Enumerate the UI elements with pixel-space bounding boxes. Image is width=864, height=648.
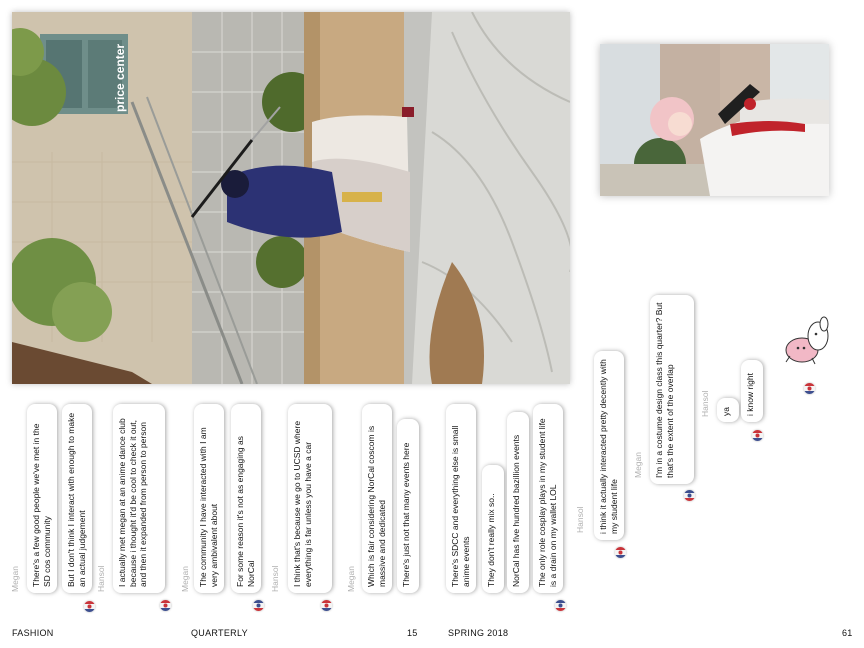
speaker-label-hansol: Hansol bbox=[96, 565, 106, 592]
cosplay-photo-main bbox=[12, 12, 570, 384]
chat-message: There's just not that many events here bbox=[397, 419, 419, 593]
footer-title-left: QUARTERLY bbox=[191, 628, 248, 638]
chat-message: There's SDCC and everything else is small anime events bbox=[446, 404, 476, 593]
chat-message: They don't really mix so.. bbox=[482, 465, 504, 593]
avatar-hansol bbox=[321, 600, 332, 611]
avatar-hansol bbox=[804, 383, 815, 394]
footer-section-left: FASHION bbox=[12, 628, 54, 638]
speaker-label-hansol: Hansol bbox=[575, 506, 585, 533]
chat-message: The community I have interacted with I am very ambivalent about bbox=[194, 404, 224, 593]
chat-message: There's a few good people we've met in the SD cos community bbox=[27, 404, 57, 593]
chat-message: Which is fair considering NorCal coscom is massive and dedicated bbox=[362, 404, 392, 593]
speaker-label-hansol: Hansol bbox=[700, 390, 710, 417]
avatar-megan bbox=[253, 600, 264, 611]
avatar-hansol bbox=[84, 601, 95, 612]
chat-message: But I don't think I interact with enough to make an actual judgement bbox=[62, 404, 92, 593]
chat-message: i know right bbox=[741, 360, 763, 422]
speaker-label-megan: Megan bbox=[180, 566, 190, 592]
footer-section-right: SPRING 2018 bbox=[448, 628, 509, 638]
chat-message: For some reason it's not as engaging as NorCal bbox=[231, 404, 261, 593]
chat-message: I think that's because we go to UCSD where everything is far unless you have a car bbox=[288, 404, 332, 593]
avatar-megan bbox=[684, 490, 695, 501]
cosplay-photo-secondary bbox=[600, 44, 829, 196]
avatar-hansol bbox=[160, 600, 171, 611]
speaker-label-megan: Megan bbox=[10, 566, 20, 592]
chat-message: I'm in a costume design class this quarter? But that's the extent of the overlap bbox=[650, 295, 694, 484]
chat-message: i think it actually interacted pretty decently with my student life bbox=[594, 351, 624, 540]
chat-message: I actually met megan at an anime dance club because i thought it'd be cool to check it out, and then it expanded from person to person bbox=[113, 404, 165, 593]
speaker-label-hansol: Hansol bbox=[270, 565, 280, 592]
storefront-sign: price center bbox=[113, 43, 127, 112]
speaker-label-megan: Megan bbox=[346, 566, 356, 592]
avatar-hansol bbox=[752, 430, 763, 441]
chat-message: ya bbox=[717, 398, 739, 422]
speaker-label-megan: Megan bbox=[633, 452, 643, 478]
chat-message: The only role cosplay plays in my student life is a drain on my wallet LOL bbox=[533, 404, 563, 593]
page-number-left: 15 bbox=[407, 628, 418, 638]
page-number-right: 61 bbox=[842, 628, 853, 638]
avatar-megan bbox=[555, 600, 566, 611]
bunny-sticker-icon bbox=[782, 316, 834, 366]
chat-message: NorCal has five hundred bazillion events bbox=[507, 412, 529, 593]
avatar-hansol bbox=[615, 547, 626, 558]
